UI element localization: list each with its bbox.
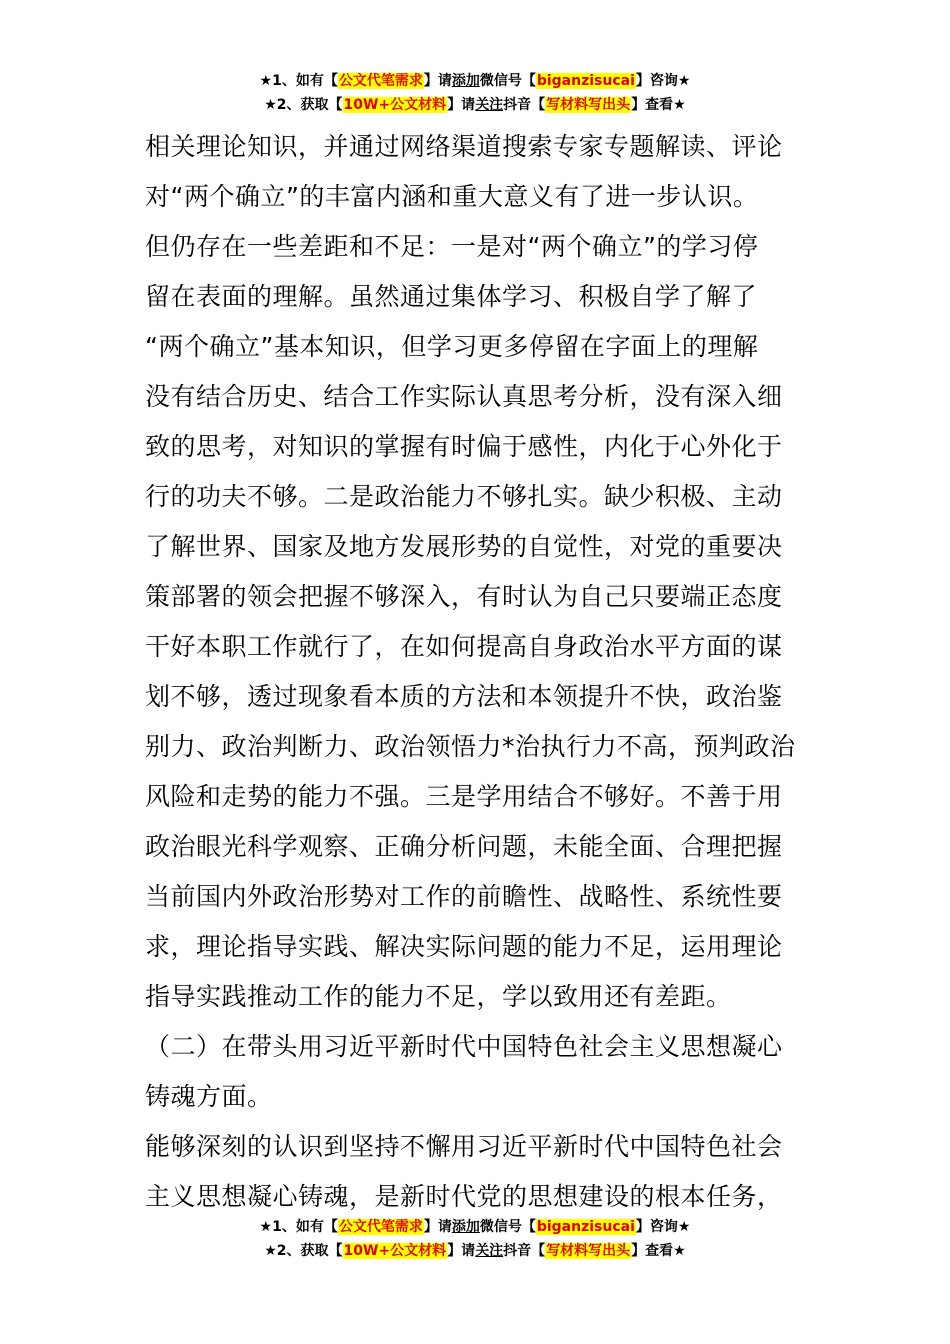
banner-underline: 添加 <box>451 73 480 89</box>
document-body <box>145 122 815 1222</box>
banner-underline: 关注 <box>475 97 504 113</box>
body-line: 划不够，透过现象看本质的方法和本领提升不快，政治鉴 <box>145 682 783 711</box>
banner-text: 】咨询★ <box>635 1219 691 1235</box>
body-line: “两个确立”基本知识，但学习更多停留在字面上的理解 <box>145 332 759 361</box>
banner-text: 】查看★ <box>631 1243 686 1259</box>
banner-underline: 添加 <box>451 1219 480 1235</box>
body-line: 行的功夫不够。二是政治能力不够扎实。缺少积极、主动 <box>145 482 783 511</box>
banner-text: 微信号【 <box>479 1219 536 1235</box>
banner-text: 】请 <box>423 73 452 89</box>
banner-line-2 <box>0 94 950 118</box>
banner-text: ★2、获取【 <box>264 97 343 113</box>
banner-text: 抖音【 <box>503 97 546 113</box>
banner-highlight: 写材料写出头 <box>546 1243 631 1259</box>
body-line: 求，理论指导实践、解决实际问题的能力不足，运用理论 <box>145 932 783 961</box>
section-heading: 铸魂方面。 <box>145 1082 273 1111</box>
section-heading: （二）在带头用习近平新时代中国特色社会主义思想凝心 <box>145 1032 783 1061</box>
body-line: 策部署的领会把握不够深入，有时认为自己只要端正态度 <box>145 582 783 611</box>
body-line: 能够深刻的认识到坚持不懈用习近平新时代中国特色社会 <box>145 1132 783 1161</box>
banner-text: 】请 <box>423 1219 452 1235</box>
body-line: 没有结合历史、结合工作实际认真思考分析，没有深入细 <box>145 382 783 411</box>
body-line: 当前国内外政治形势对工作的前瞻性、战略性、系统性要 <box>145 882 783 911</box>
banner-highlight: biganzisucai <box>536 73 635 89</box>
body-line: 风险和走势的能力不强。三是学用结合不够好。不善于用 <box>145 782 783 811</box>
body-line: 留在表面的理解。虽然通过集体学习、积极自学了解了 <box>145 282 758 311</box>
banner-underline: 关注 <box>475 1243 504 1259</box>
body-line: 相关理论知识，并通过网络渠道搜索专家专题解读、评论 <box>145 132 783 161</box>
body-line: 别力、政治判断力、政治领悟力*治执行力不高，预判政治 <box>145 732 796 761</box>
body-line: 指导实践推动工作的能力不足，学以致用还有差距。 <box>145 982 732 1011</box>
body-line: 致的思考，对知识的掌握有时偏于感性，内化于心外化于 <box>145 432 783 461</box>
banner-text: ★1、如有【 <box>259 73 338 89</box>
banner-highlight: 公文代笔需求 <box>338 73 423 89</box>
banner-text: 】请 <box>447 97 476 113</box>
banner-highlight: 公文代笔需求 <box>338 1219 423 1235</box>
header-banner <box>0 70 950 118</box>
banner-highlight: biganzisucai <box>536 1219 635 1235</box>
banner-text: 微信号【 <box>479 73 536 89</box>
banner-line-2 <box>0 1240 950 1264</box>
body-line: 政治眼光科学观察、正确分析问题，未能全面、合理把握 <box>145 832 783 861</box>
banner-highlight: 写材料写出头 <box>546 97 631 113</box>
body-line: 对“两个确立”的丰富内涵和重大意义有了进一步认识。 <box>145 182 759 211</box>
banner-text: ★1、如有【 <box>259 1219 338 1235</box>
body-line: 但仍存在一些差距和不足：一是对“两个确立”的学习停 <box>145 232 759 261</box>
footer-banner <box>0 1216 950 1264</box>
banner-text: 】查看★ <box>631 97 686 113</box>
banner-line-1 <box>0 70 950 94</box>
banner-text: 】咨询★ <box>635 73 691 89</box>
banner-text: 】请 <box>447 1243 476 1259</box>
body-line: 了解世界、国家及地方发展形势的自觉性，对党的重要决 <box>145 532 783 561</box>
banner-highlight: 10W+公文材料 <box>343 97 447 113</box>
banner-text: ★2、获取【 <box>264 1243 343 1259</box>
body-line: 主义思想凝心铸魂，是新时代党的思想建设的根本任务， <box>145 1182 783 1211</box>
banner-text: 抖音【 <box>503 1243 546 1259</box>
banner-line-1 <box>0 1216 950 1240</box>
banner-highlight: 10W+公文材料 <box>343 1243 447 1259</box>
body-line: 干好本职工作就行了，在如何提高自身政治水平方面的谋 <box>145 632 783 661</box>
